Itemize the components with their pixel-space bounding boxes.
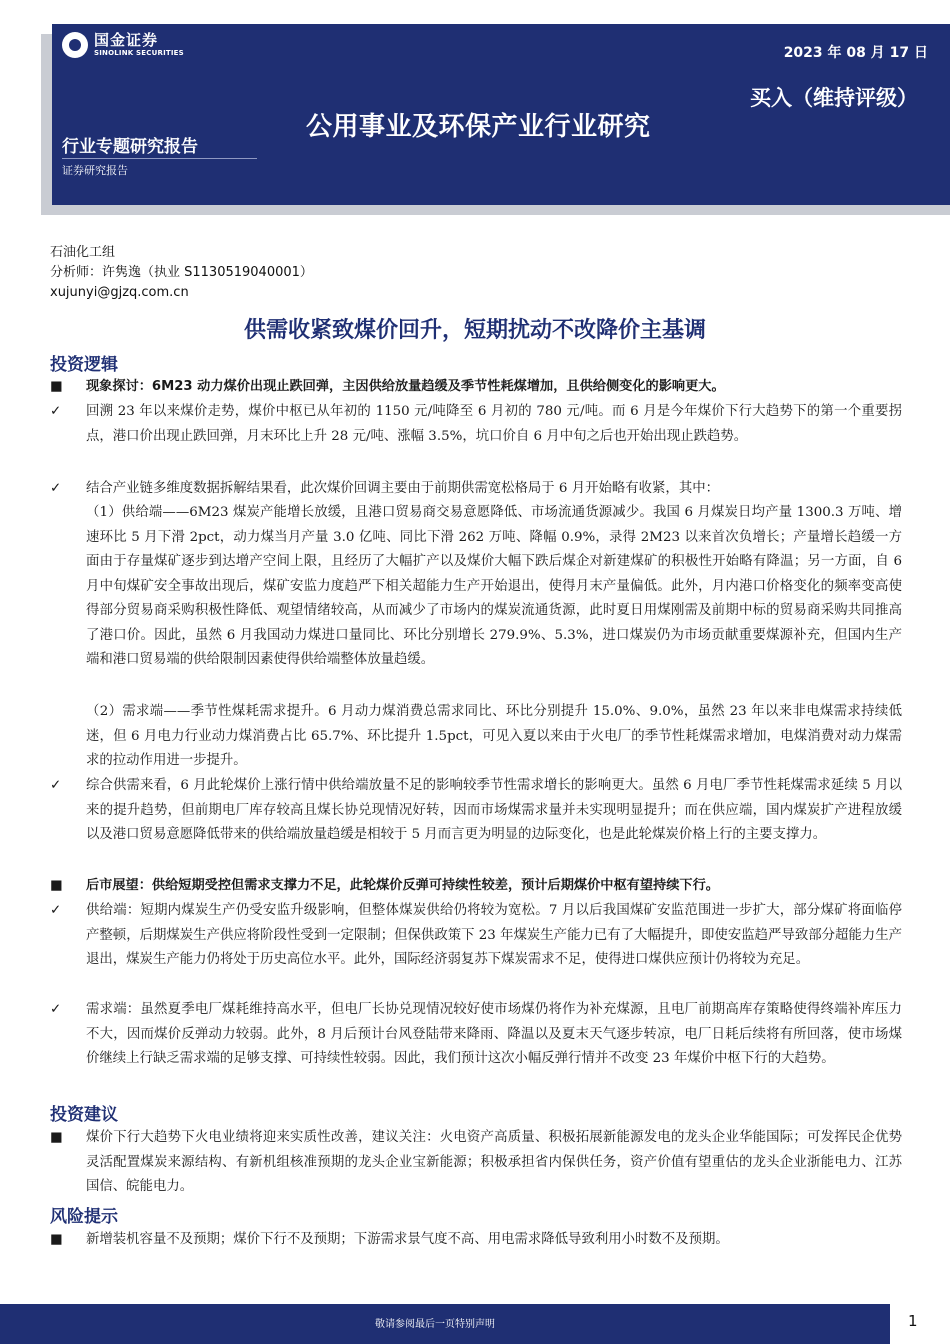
- analyst-info: [50, 243, 313, 303]
- paragraph-text: 结合产业链多维度数据拆解结果看，此次煤价回调主要由于前期供需宽松格局于 6 月开始略有收紧，其中：: [86, 481, 719, 496]
- report-date: 2023 年 08 月 17 日: [783, 45, 928, 61]
- report-title: 公用事业及环保产业行业研究: [306, 112, 651, 142]
- paragraph-text: 煤价下行大趋势下火电业绩将迎来实质性改善，建议关注：火电资产高质量、积极拓展新能源发电的龙头企业华能国际；可发挥民企优势灵活配置煤炭来源结构、有新机组核准预期的龙头企业宝新能源；积极承担省内保供任务，资产价值有望重估的龙头企业浙能电力、江苏国信、皖能电力。: [86, 1130, 902, 1194]
- square-bullet-icon: ■: [50, 1232, 63, 1247]
- paragraph-text: （1）供给端——6M23 煤炭产能增长放缓，且港口贸易商交易意愿降低、市场流通货源减少。我国 6 月煤炭日均产量 1300.3 万吨、增速环比 5 月下滑 2pct，动力煤当月产量 3.0 亿吨、同比下滑 262 万吨、降幅 0.9%，录得 2M23 以来首次负增长；产量增长趋缓一方面由于存量煤矿逐步到达增产空间上限，且经历了大幅扩产以及煤价大幅下跌后煤企对新建煤矿的积极性开始略有降温；另一方面，自 6 月中旬煤矿安全事故出现后，煤矿安监力度趋严下相关超能力生产开始退出，使得月末产量偏低。此外，月内港口价格变化的频率变高使得部分贸易商采购积极性降低、观望情绪较高，从而减少了市场内的煤炭流通货源，此时夏日用煤刚需及前期中标的贸易商采购共同推高了港口价。因此，虽然 6 月我国动力煤进口量同比、环比分别增长 279.9%、5.3%，进口煤炭仍为市场贡献重要煤源补充，但国内生产端和港口贸易端的供给限制因素使得供给端整体放量趋缓。: [86, 505, 902, 667]
- report-header: [52, 24, 950, 205]
- list-item: [50, 400, 902, 449]
- section-title-logic: 投资逻辑: [50, 355, 118, 375]
- sinolink-logo: [62, 32, 184, 58]
- logo-chinese-name: 国金证券: [94, 31, 159, 49]
- logo-mark-icon: [62, 32, 88, 58]
- list-item: [50, 700, 902, 774]
- square-bullet-icon: ■: [50, 1130, 63, 1145]
- list-item: [50, 998, 902, 1072]
- paragraph-text: （2）需求端——季节性煤耗需求提升。6 月动力煤消费总需求同比、环比分别提升 15.0%、9.0%，虽然 23 年以来非电煤需求持续低迷，但 6 月电力行业动力煤消费占比 65.7%、环比提升 1.5pct，可见入夏以来由于火电厂的季节性耗煤需求增加，电煤消费对动力煤需求的拉动作用进一步提升。: [86, 704, 902, 768]
- header-divider: [62, 158, 257, 159]
- report-subtype: 证券研究报告: [62, 164, 128, 177]
- page-number: 1: [908, 1312, 918, 1330]
- paragraph-text: 后市展望：供给短期受控但需求支撑力不足，此轮煤价反弹可持续性较差，预计后期煤价中枢有望持续下行。: [86, 878, 719, 893]
- paragraph-text: 供给端：短期内煤炭生产仍受安监升级影响，但整体煤炭供给仍将较为宽松。7 月以后我国煤矿安监范围进一步扩大，部分煤矿将面临停产整顿，后期煤炭生产供应将阶段性受到一定限制；但保供政策下 23 年煤炭生产能力已有了大幅提升，即使安监趋严导致部分超能力生产退出，煤炭生产能力仍将处于历史高位水平。此外，国际经济弱复苏下煤炭需求不足，使得进口煤供应预计仍将较为充足。: [86, 903, 902, 967]
- analyst-email[interactable]: xujunyi@gjzq.com.cn: [50, 285, 189, 300]
- paragraph-text: 回溯 23 年以来煤价走势，煤价中枢已从年初的 1150 元/吨降至 6 月初的 780 元/吨。而 6 月是今年煤价下行大趋势下的第一个重要拐点，港口价出现止跌回弹，月末环比上升 28 元/吨、涨幅 3.5%，坑口价自 6 月中旬之后也开始出现止跌趋势。: [86, 404, 902, 444]
- rating-label: 买入（维持评级）: [750, 86, 918, 110]
- analyst-name: 分析师：许隽逸（执业 S1130519040001）: [50, 265, 313, 280]
- checkmark-icon: ✓: [50, 481, 62, 496]
- square-bullet-icon: ■: [50, 379, 63, 394]
- square-bullet-icon: ■: [50, 878, 63, 893]
- paragraph-text: 现象探讨：6M23 动力煤价出现止跌回弹，主因供给放量趋缓及季节性耗煤增加，且供给侧变化的影响更大。: [86, 379, 725, 394]
- report-headline: 供需收紧致煤价回升，短期扰动不改降价主基调: [243, 318, 706, 343]
- list-item: [50, 774, 902, 848]
- list-item: [50, 874, 902, 899]
- list-item: [50, 375, 902, 400]
- section-title-advice: 投资建议: [50, 1105, 118, 1125]
- list-item: [50, 1126, 902, 1200]
- footer-disclaimer[interactable]: 敬请参阅最后一页特别声明: [375, 1319, 495, 1330]
- logo-english-name: SINOLINK SECURITIES: [94, 49, 184, 57]
- report-type: 行业专题研究报告: [62, 137, 198, 157]
- list-item: [50, 501, 902, 673]
- paragraph-text: 需求端：虽然夏季电厂煤耗维持高水平，但电厂长协兑现情况较好使市场煤仍将作为补充煤源，且电厂前期高库存策略使得终端补库压力不大，因而煤价反弹动力较弱。此外，8 月后预计台风登陆带来降雨、降温以及夏末天气逐步转凉，电厂日耗后续将有所回落，使市场煤价继续上行缺乏需求端的足够支撑、可持续性较弱。因此，我们预计这次小幅反弹行情并不改变 23 年煤价中枢下行的大趋势。: [86, 1002, 902, 1066]
- section-title-risk: 风险提示: [50, 1207, 118, 1227]
- list-item: [50, 1228, 902, 1253]
- paragraph-text: 新增装机容量不及预期；煤价下行不及预期；下游需求景气度不高、用电需求降低导致利用小时数不及预期。: [86, 1232, 729, 1247]
- list-item: [50, 899, 902, 973]
- list-item: [50, 477, 902, 502]
- checkmark-icon: ✓: [50, 404, 62, 419]
- checkmark-icon: ✓: [50, 903, 62, 918]
- paragraph-text: 综合供需来看，6 月此轮煤价上涨行情中供给端放量不足的影响较季节性需求增长的影响更大。虽然 6 月电厂季节性耗煤需求延续 5 月以来的提升趋势，但前期电厂库存较高且煤长协兑现情况好转，因而市场煤需求量并未实现明显提升；而在供应端，国内煤炭扩产进程放缓以及港口贸易意愿降低带来的供给端放量趋缓是相较于 5 月而言更为明显的边际变化，也是此轮煤炭价格上行的主要支撑力。: [86, 778, 902, 842]
- checkmark-icon: ✓: [50, 778, 62, 793]
- checkmark-icon: ✓: [50, 1002, 62, 1017]
- analyst-group: 石油化工组: [50, 245, 116, 260]
